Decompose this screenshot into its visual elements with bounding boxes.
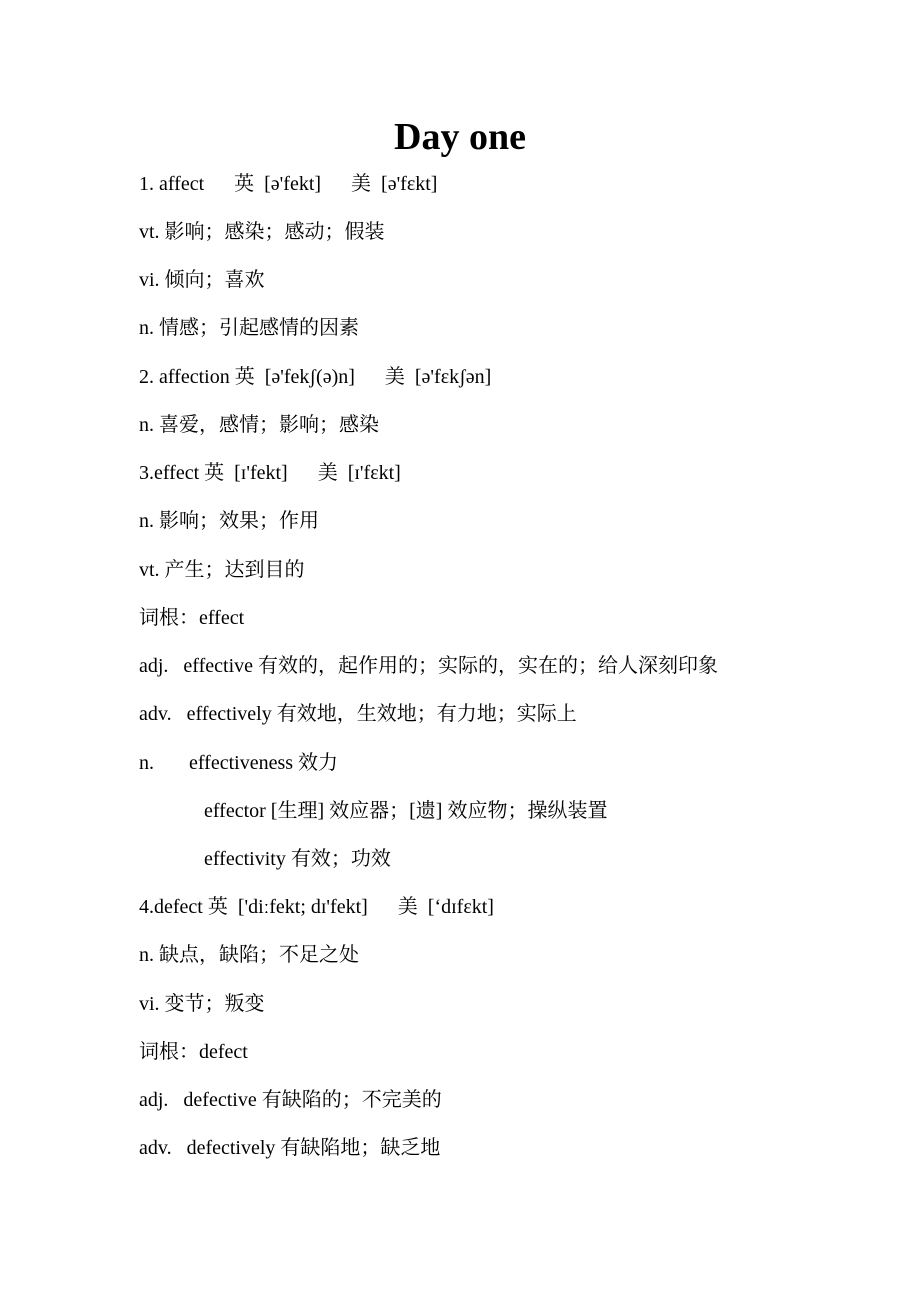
defect-root-label: 词根：defect (139, 1041, 248, 1063)
effect-adv-derivative: adv. effectively 有效地，生效地；有力地；实际上 (139, 703, 577, 725)
effect-adj-derivative: adj. effective 有效的，起作用的；实际的，实在的；给人深刻印象 (139, 655, 719, 677)
entry-affect-heading: 1. affect 英 [ə'fekt] 美 [ə'fɛkt] (139, 173, 438, 195)
entry-affection-heading: 2. affection 英 [ə'fekʃ(ə)n] 美 [ə'fɛkʃən] (139, 366, 492, 388)
effect-root-label: 词根：effect (139, 607, 245, 629)
defect-n-definition: n. 缺点，缺陷；不足之处 (139, 944, 359, 966)
effect-n-derivative-effector: effector [生理] 效应器；[遗] 效应物；操纵装置 (204, 800, 608, 822)
affect-n-definition: n. 情感；引起感情的因素 (139, 317, 359, 339)
effect-vt-definition: vt. 产生；达到目的 (139, 559, 305, 581)
page-title: Day one (394, 116, 526, 158)
affection-n-definition: n. 喜爱，感情；影响；感染 (139, 414, 379, 436)
entry-effect-heading: 3.effect 英 [ɪ'fekt] 美 [ɪ'fɛkt] (139, 462, 401, 484)
affect-vt-definition: vt. 影响；感染；感动；假装 (139, 221, 385, 243)
effect-n-derivative: n. effectiveness 效力 (139, 752, 339, 774)
effect-n-definition: n. 影响；效果；作用 (139, 510, 319, 532)
affect-vi-definition: vi. 倾向；喜欢 (139, 269, 265, 291)
entry-defect-heading: 4.defect 英 ['diːfekt; dɪ'fekt] 美 [‘dɪfɛkt] (139, 896, 494, 918)
effect-n-derivative-effectivity: effectivity 有效；功效 (204, 848, 391, 870)
defect-adj-derivative: adj. defective 有缺陷的；不完美的 (139, 1089, 442, 1111)
defect-adv-derivative: adv. defectively 有缺陷地；缺乏地 (139, 1137, 441, 1159)
defect-vi-definition: vi. 变节；叛变 (139, 993, 265, 1015)
